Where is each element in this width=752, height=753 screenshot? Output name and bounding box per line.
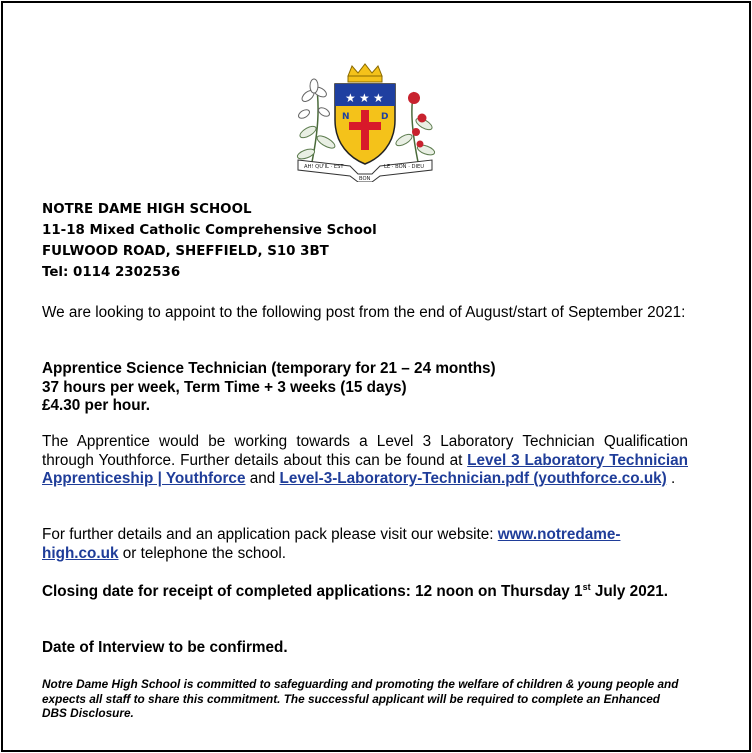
further-details-paragraph [42, 526, 688, 563]
post-details [42, 360, 688, 416]
school-name: NOTRE DAME HIGH SCHOOL [42, 202, 252, 217]
svg-text:★: ★ [359, 91, 370, 105]
closing-date [42, 583, 688, 602]
apprentice-text-after: . [666, 470, 676, 487]
interview-note: Date of Interview to be confirmed. [42, 639, 288, 656]
closing-text: Closing date for receipt of completed applications: 12 noon on Thursday 1 [42, 583, 583, 600]
motto-right: LE · BON · DIEU [384, 164, 425, 170]
svg-text:★: ★ [373, 91, 384, 105]
post-hours: 37 hours per week, Term Time + 3 weeks (15 days) [42, 378, 407, 396]
motto-left: AH! QU'IL · EST [304, 164, 344, 170]
level3-pdf-link[interactable]: Level-3-Laboratory-Technician.pdf (youthforce.co.uk) [279, 470, 667, 487]
crest-letter-n: N [342, 112, 350, 122]
post-title: Apprentice Science Technician (temporary for 21 – 24 months) [42, 360, 496, 377]
school-header [42, 199, 377, 283]
further-text-after: or telephone the school. [118, 544, 287, 562]
intro-paragraph: We are looking to appoint to the following post from the end of August/start of September 2021: [42, 304, 686, 321]
further-text: For further details and an application pack please visit our website: [42, 526, 498, 543]
school-crest-logo [290, 62, 440, 182]
closing-text-after: July 2021. [590, 583, 668, 600]
website-link[interactable]: www.notredame-high.co.uk [42, 526, 621, 562]
post-pay: £4.30 per hour. [42, 397, 150, 414]
apprentice-text-between: and [245, 470, 280, 487]
closing-sup: st [582, 581, 591, 592]
svg-text:★: ★ [345, 91, 356, 105]
crest-letter-d: D [381, 112, 389, 122]
apprentice-paragraph [42, 433, 688, 489]
school-type: 11-18 Mixed Catholic Comprehensive School [42, 223, 377, 238]
school-address: FULWOOD ROAD, SHEFFIELD, S10 3BT [42, 244, 329, 259]
safeguarding-statement: Notre Dame High School is committed to safeguarding and promoting the welfare of children & young people and expects all staff to share this commitment. The successful applicant will be required to complete an Enhanced DBS Disclosure. [42, 677, 679, 720]
motto-center: BON [359, 176, 371, 182]
apprentice-text: The Apprentice would be working towards a Level 3 Laboratory Technician Qualification through Youthforce. Further details about this can be found at [42, 433, 688, 469]
school-telephone: Tel: 0114 2302536 [42, 265, 181, 280]
level3-apprenticeship-link[interactable]: Level 3 Laboratory Technician Apprenticeship | Youthforce [42, 451, 688, 487]
